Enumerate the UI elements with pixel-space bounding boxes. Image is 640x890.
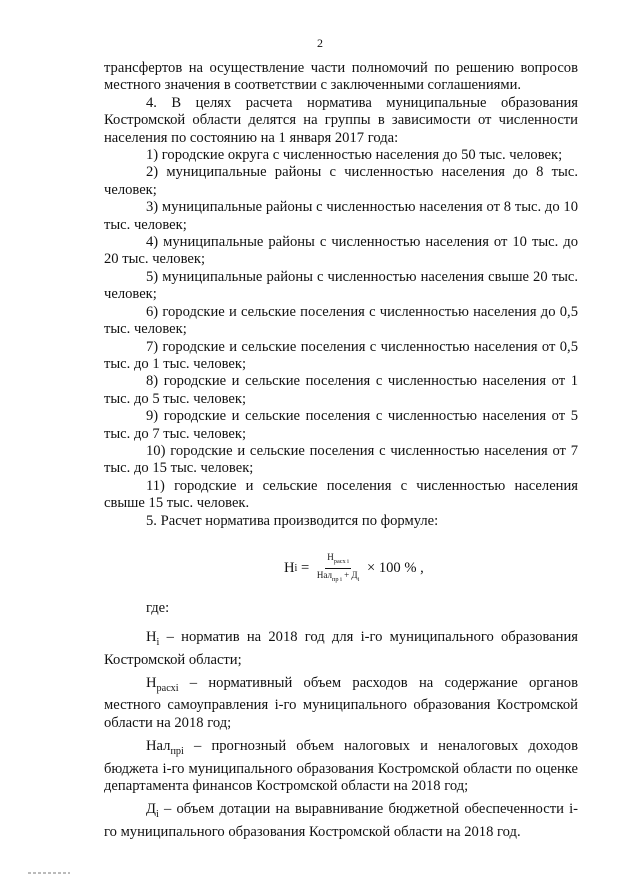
formula-eq: = — [297, 559, 313, 576]
list-item-1: 1) городские округа с численностью населения до 50 тыс. человек; — [146, 147, 563, 164]
paragraph-5: 5. Расчет норматива производится по формуле: — [146, 512, 439, 529]
scan-artifact — [28, 872, 70, 874]
where-label: где: — [146, 599, 170, 616]
definition-3: Нал$_{прi}$ – прогнозный объем налоговых и неналоговых доходов бюджета i-го муниципального образования Костромской области по оценке департамента финансов Костромской области на 2018 год; — [104, 738, 578, 794]
page-number: 2 — [317, 36, 323, 50]
list-item-6: 6) городские и сельские поселения с численностью населения до 0,5 тыс. человек; — [104, 303, 578, 338]
formula-fraction — [317, 552, 359, 585]
formula-lhs: H — [284, 559, 295, 576]
list-item-10: 10) городские и сельские поселения с численностью населения от 7 тыс. до 15 тыс. человек; — [104, 442, 578, 477]
formula-lhs-sub: i — [294, 562, 298, 574]
formula-denominator: $Нал_{пр i} + Д_i$ — [316, 569, 360, 583]
list-item-9: 9) городские и сельские поселения с численностью населения от 5 тыс. до 7 тыс. человек; — [104, 408, 578, 442]
document-body — [104, 60, 578, 841]
paragraph-transfers: трансфертов на осуществление части полномочий по решению вопросов местного значения в соответствии с заключенными соглашениями. — [104, 60, 578, 94]
list-item-5: 5) муниципальные районы с численностью населения свыше 20 тыс. человек; — [104, 268, 578, 303]
list-item-3: 3) муниципальные районы с численностью населения от 8 тыс. до 10 тыс. человек; — [104, 199, 578, 233]
definition-1: $H_i$ – норматив на 2018 год для i-го муниципального образования Костромской области; — [104, 629, 578, 668]
formula-numerator: $H_{расх i}$ — [325, 552, 351, 569]
definition-2: $H_{расхi}$ – нормативный объем расходов на содержание органов местного самоуправления i-го муниципального образования Костромской области на 2018 год; — [104, 675, 578, 731]
list-item-11: 11) городские и сельские поселения с численностью населения свыше 15 тыс. человек. — [104, 477, 578, 512]
list-item-4: 4) муниципальные районы с численностью населения от 10 тыс. до 20 тыс. человек; — [104, 234, 578, 268]
definition-4: $Д_i$ – объем дотации на выравнивание бюджетной обеспеченности i-го муниципального образования Костромской области на 2018 год. — [104, 801, 578, 840]
formula-tail: × 100 % , — [363, 559, 424, 576]
formula — [104, 530, 578, 600]
paragraph-4: 4. В целях расчета норматива муниципальные образования Костромской области делятся на группы в зависимости от численности населения по состоянию на 1 января 2017 года: — [104, 94, 578, 146]
list-item-7: 7) городские и сельские поселения с численностью населения от 0,5 тыс. до 1 тыс. человек; — [104, 338, 578, 372]
list-item-2: 2) муниципальные районы с численностью населения до 8 тыс. человек; — [104, 164, 578, 198]
list-item-8: 8) городские и сельские поселения с численностью населения от 1 тыс. до 5 тыс. человек; — [104, 373, 578, 407]
